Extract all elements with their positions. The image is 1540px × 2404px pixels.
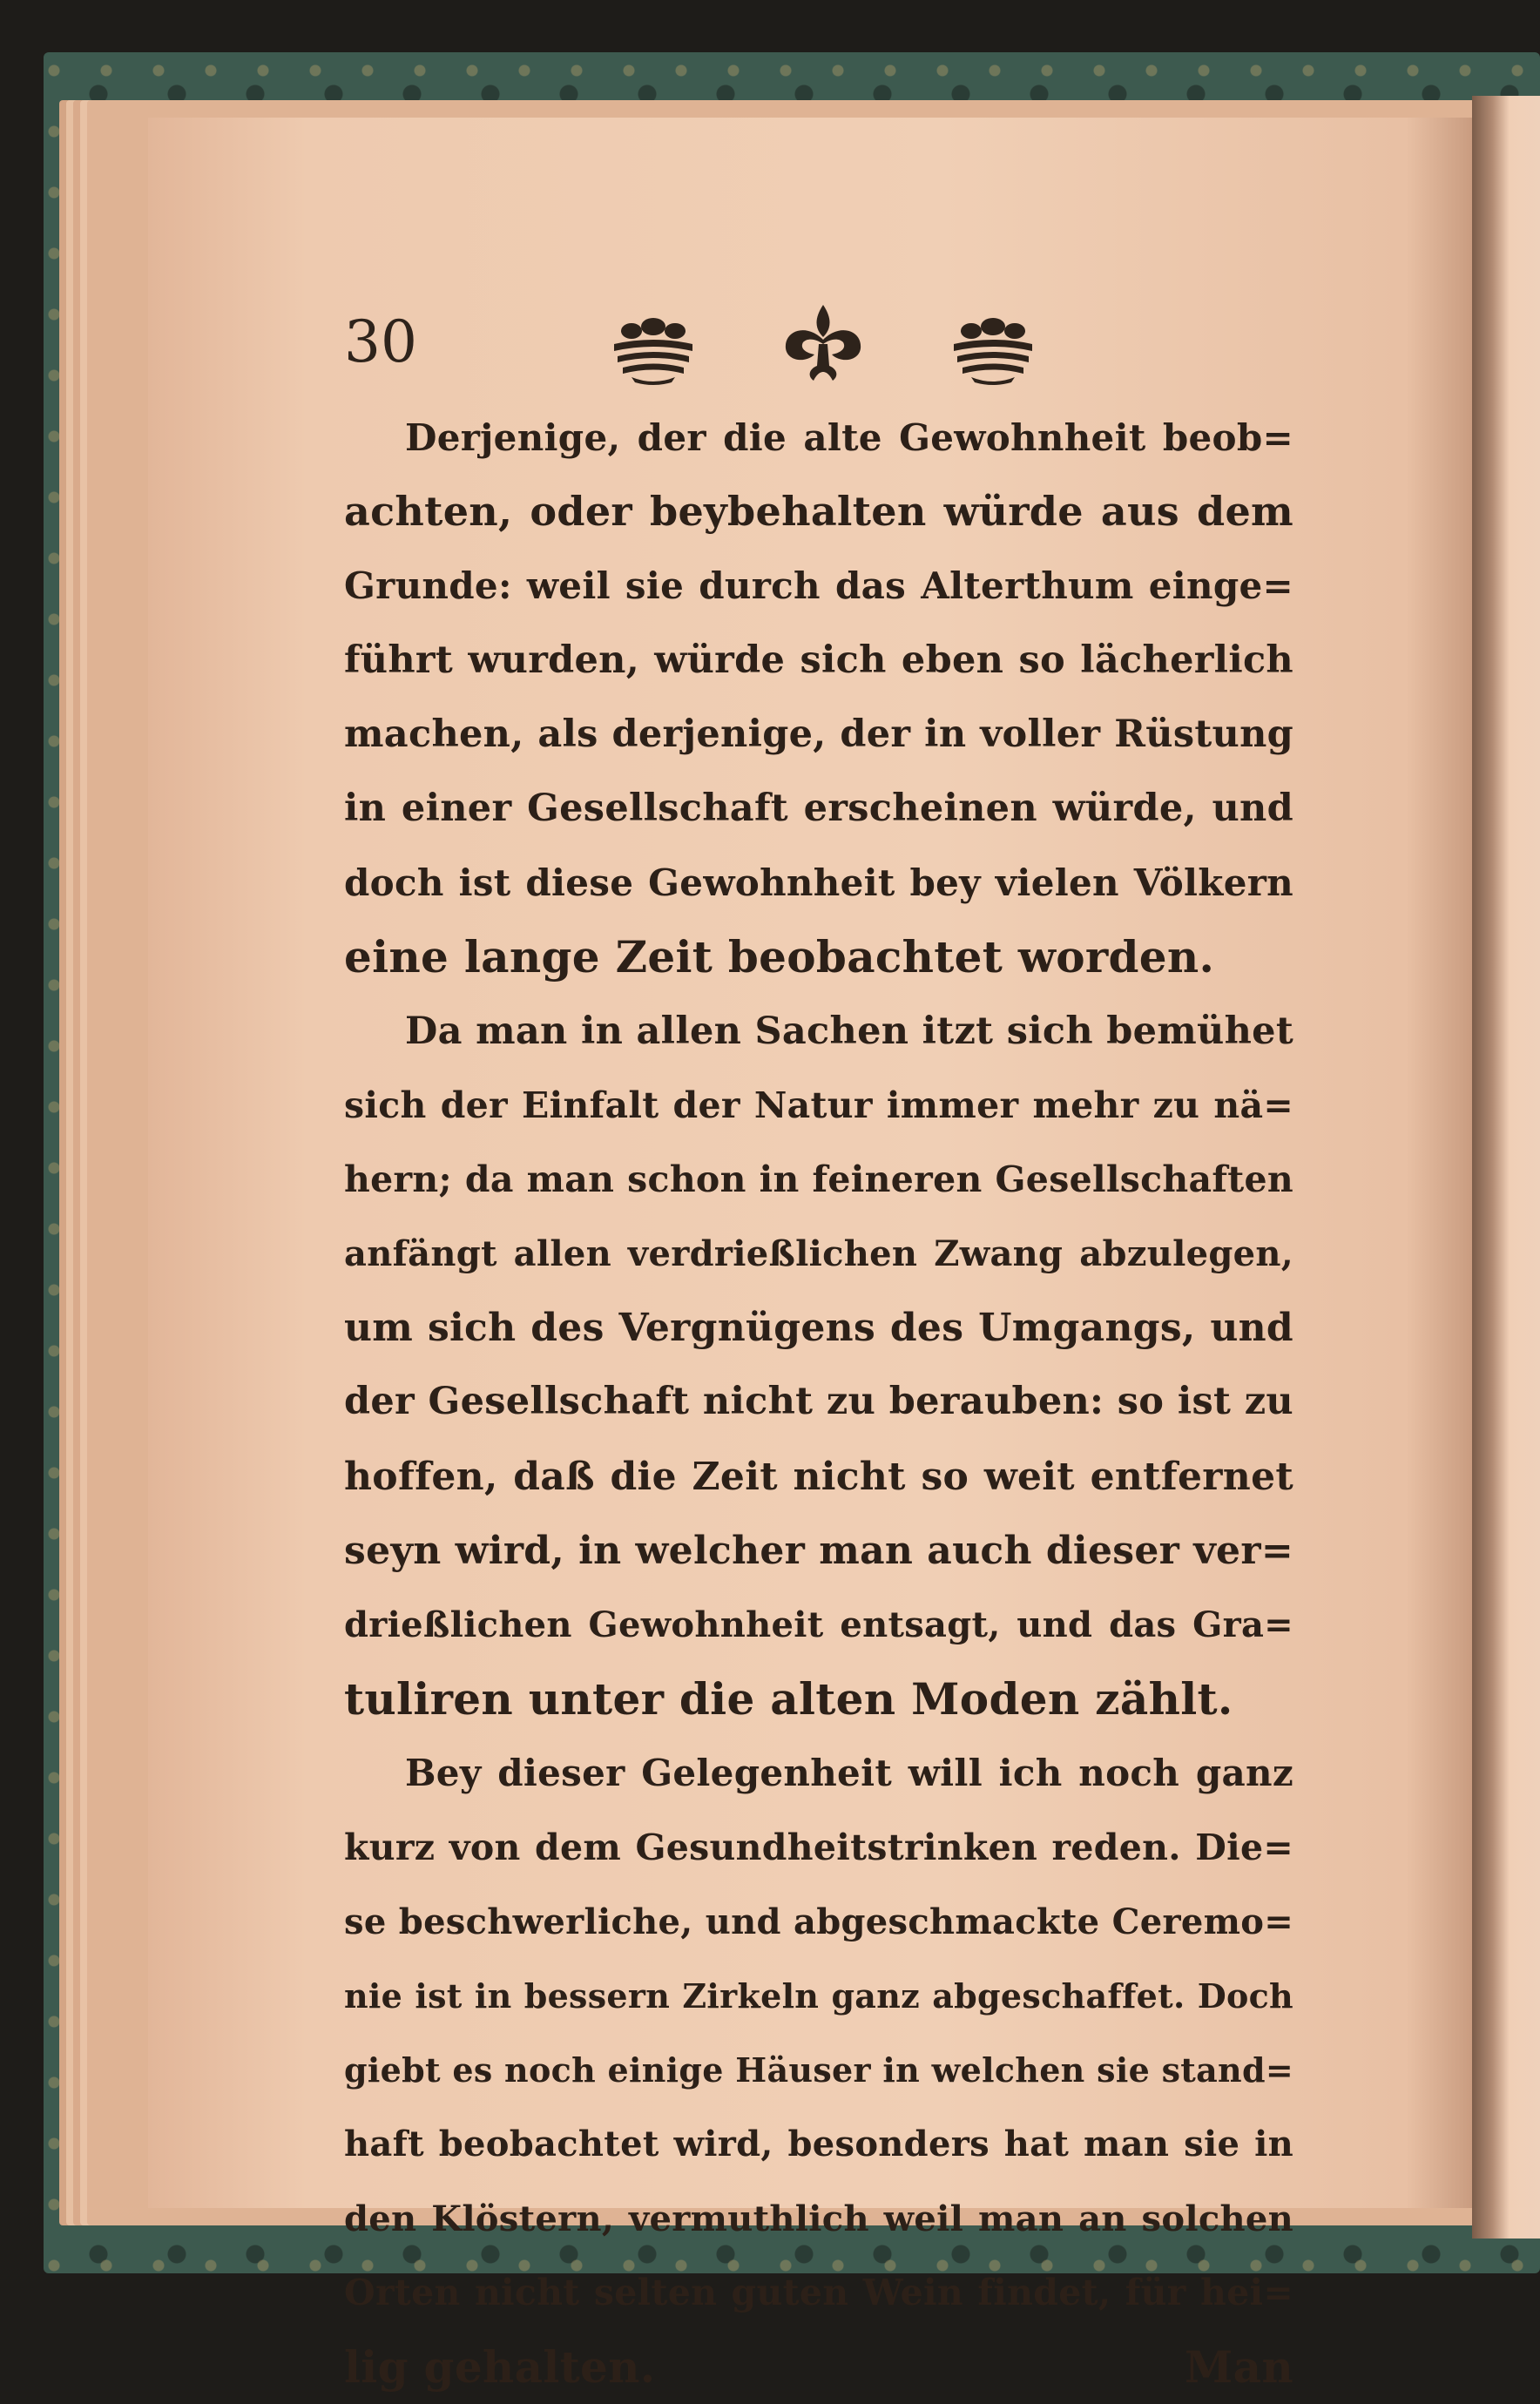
catchword: Man <box>1185 2340 1293 2393</box>
text-line: machen, als derjenige, der in voller Rüstung <box>344 712 1293 756</box>
fleuron-lily-icon <box>775 300 871 388</box>
text-line: hern; da man schon in feineren Gesellschaften <box>344 1158 1293 1200</box>
text-line: Da man in allen Sachen itzt sich bemühet <box>405 1009 1293 1053</box>
text-line: anfängt allen verdrießlichen Zwang abzulegen, <box>344 1233 1293 1275</box>
text-line: in einer Gesellschaft erscheinen würde, und <box>344 786 1293 830</box>
text-line: nie ist in bessern Zirkeln ganz abgeschaffet. Doch <box>344 1975 1293 2016</box>
text-line: um sich des Vergnügens des Umgangs, und <box>344 1306 1293 1351</box>
fleuron-crown-icon <box>605 300 701 388</box>
text-line: hoffen, daß die Zeit nicht so weit entfernet <box>344 1454 1293 1499</box>
page-text-block <box>344 296 1293 2404</box>
text-line: der Gesellschaft nicht zu berauben: so ist zu <box>344 1380 1293 1424</box>
text-line: lig gehalten. <box>344 2340 656 2393</box>
text-line: doch ist diese Gewohnheit bey vielen Völkern <box>344 861 1293 905</box>
text-line: drießlichen Gewohnheit entsagt, und das Gra= <box>344 1604 1293 1645</box>
text-line: den Klöstern, vermuthlich weil man an solchen <box>344 2198 1293 2239</box>
text-line: eine lange Zeit beobachtet worden. <box>344 931 1215 983</box>
text-line: kurz von dem Gesundheitstrinken reden. Die= <box>344 1826 1293 1868</box>
page-header <box>344 296 1293 401</box>
header-ornaments <box>605 296 1041 392</box>
text-line: haft beobachtet wird, besonders hat man sie in <box>344 2124 1293 2165</box>
text-line: Derjenige, der die alte Gewohnheit beob= <box>405 416 1293 459</box>
text-line: führt wurden, würde sich eben so lächerlich <box>344 638 1293 682</box>
text-line: achten, oder beybehalten würde aus dem <box>344 488 1293 536</box>
text-line-with-catchword <box>344 2330 1293 2404</box>
text-line: Orten nicht selten guten Wein findet, für hei= <box>344 2271 1293 2313</box>
fleuron-crown-icon <box>945 300 1041 388</box>
text-line: tuliren unter die alten Moden zählt. <box>344 1673 1233 1725</box>
paragraph-2 <box>344 995 1293 1737</box>
text-line: giebt es noch einige Häuser in welchen sie stand= <box>344 2050 1293 2090</box>
paragraph-3 <box>344 1736 1293 2404</box>
text-line: se beschwerliche, und abgeschmackte Ceremo= <box>344 1901 1294 1942</box>
paragraph-1 <box>344 401 1293 995</box>
text-line: seyn wird, in welcher man auch dieser ver= <box>344 1528 1293 1573</box>
book-gutter <box>1472 96 1540 2239</box>
text-line: sich der Einfalt der Natur immer mehr zu nä= <box>344 1084 1293 1126</box>
text-line: Grunde: weil sie durch das Alterthum einge= <box>344 564 1293 608</box>
page-number: 30 <box>344 308 417 375</box>
text-line: Bey dieser Gelegenheit will ich noch ganz <box>405 1752 1293 1795</box>
